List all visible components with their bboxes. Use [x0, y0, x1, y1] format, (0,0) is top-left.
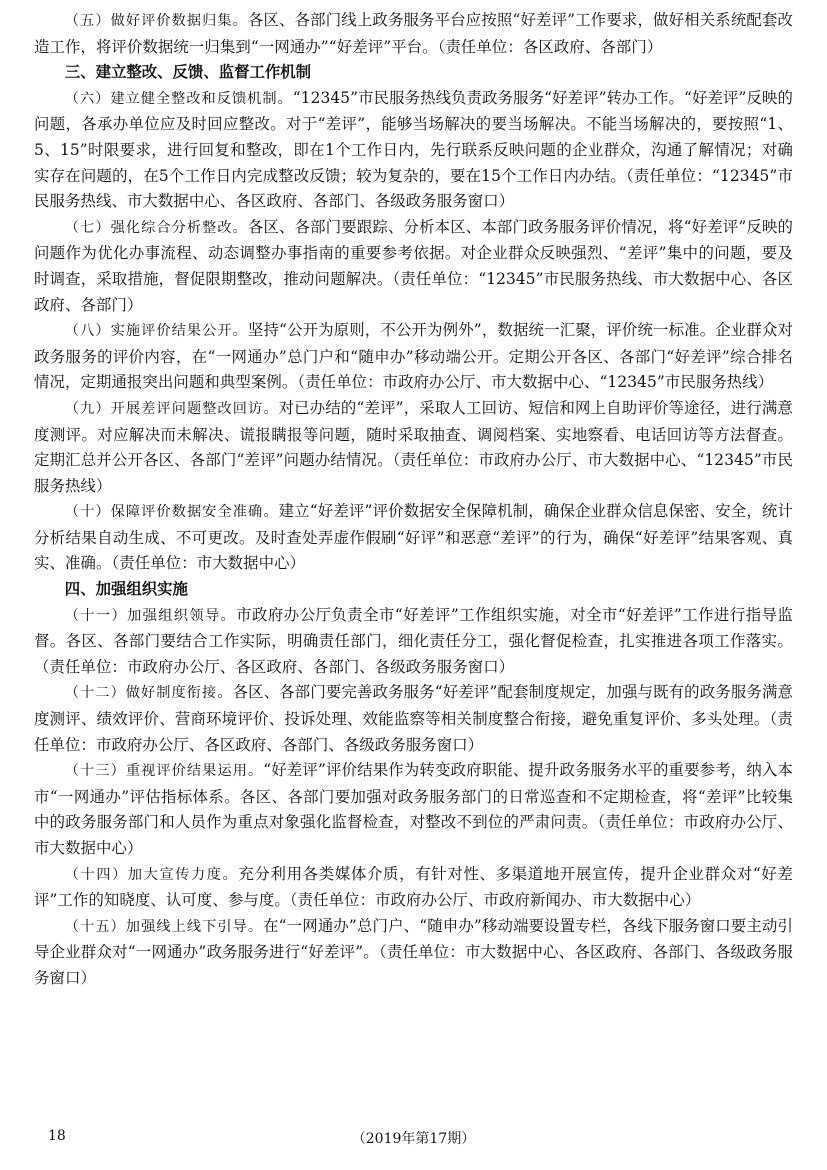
paragraph-13: [34, 758, 793, 861]
paragraph-8-body: 坚持“公开为原则，不公开为例外”，数据统一汇聚，评价统一标准。企业群众对政务服务的评价内容，在“一网通办”总门户和“随申办”移动端公开。定期公开各区、各部门“好差评”综合排名情况，定期通报突出问题和典型案例。（责任单位：市政府办公厅、市大数据中心、“12345”市民服务热线）: [34, 321, 793, 392]
paragraph-13-body: “好差评”评价结果作为转变政府职能、提升政务服务水平的重要参考，纳入本市“一网通办”评估指标体系。各区、各部门要加强对政务服务部门的日常巡查和不定期检查，将“差评”比较集中的政务服务部门和人员作为重点对象强化监督检查，对整改不到位的严肃问责。（责任单位：市政府办公厅、市大数据中心）: [34, 761, 793, 857]
paragraph-5: [34, 8, 793, 60]
paragraph-12: [34, 680, 793, 758]
paragraph-15-lead: （十五）加强线上线下引导。: [64, 918, 264, 935]
paragraph-8-lead: （八）实施评价结果公开。: [64, 323, 248, 340]
paragraph-11-body: 市政府办公厅负责全市“好差评”工作组织实施，对全市“好差评”工作进行指导监督。各区、各部门要结合工作实际，明确责任部门，细化责任分工，强化督促检查，扎实推进各项工作落实。（责任单位：市政府办公厅、各区政府、各部门、各级政务服务窗口）: [34, 605, 793, 676]
paragraph-5-lead: （五）做好评价数据归集。: [64, 13, 248, 29]
paragraph-9: [34, 396, 793, 499]
paragraph-11-lead: （十一）加强组织领导。: [64, 607, 237, 624]
paragraph-6: [34, 86, 793, 215]
paragraph-10-body: 建立“好差评”评价数据安全保障机制，确保企业群众信息保密、安全，统计分析结果自动生成、不可更改。及时查处弄虚作假刷“好评”和恶意“差评”的行为，确保“好差评”结果客观、真实、准确。（责任单位：市大数据中心）: [34, 502, 793, 573]
document-body: [34, 8, 793, 992]
paragraph-10: [34, 499, 793, 577]
paragraph-9-body: 对已办结的“差评”，采取人工回访、短信和网上自助评价等途径，进行满意度测评。对应解决而未解决、谎报瞒报等问题，随时采取抽查、调阅档案、实地察看、电话回访等方法督查。定期汇总并公开各区、各部门“差评”问题办结情况。（责任单位：市政府办公厅、市大数据中心、“12345”市民服务热线）: [34, 398, 793, 495]
paragraph-9-lead: （九）开展差评问题整改回访。: [64, 400, 279, 417]
section-heading-3: 三、建立整改、反馈、监督工作机制: [64, 63, 312, 82]
paragraph-10-lead: （十）保障评价数据安全准确。: [64, 504, 279, 521]
paragraph-7-lead: （七）强化综合分析整改。: [64, 219, 248, 236]
paragraph-5-body: 各区、各部门线上政务服务平台应按照“好差评”工作要求，做好相关系统配套改造工作，将评价数据统一归集到“一网通办”“好差评”平台。（责任单位：各区政府、各部门）: [34, 11, 793, 56]
paragraph-12-body: 各区、各部门要完善政务服务“好差评”配套制度规定，加强与既有的政务服务满意度测评、绩效评价、营商环境评价、投诉处理、效能监察等相关制度整合衔接，避免重复评价、多头处理。（责任单位：市政府办公厅、各区政府、各部门、各级政务服务窗口）: [34, 683, 793, 754]
page-number: 18: [48, 1128, 66, 1144]
paragraph-7-body: 各区、各部门要跟踪、分析本区、本部门政务服务评价情况，将“好差评”反映的问题作为优化办事流程、动态调整办事指南的重要参考依据。对企业群众反映强烈、“差评”集中的问题，要及时调查，采取措施，督促限期整改，推动问题解决。（责任单位：“12345”市民服务热线、市大数据中心、各区政府、各部门）: [34, 217, 793, 314]
paragraph-15-body: 在“一网通办”总门户、“随申办”移动端要设置专栏，各线下服务窗口要主动引导企业群众对“一网通办”政务服务进行“好差评”。（责任单位：市大数据中心、各区政府、各部门、各级政务服务窗口）: [34, 916, 793, 987]
section-heading-4: 四、加强组织实施: [64, 580, 188, 599]
page-footer: [0, 1128, 827, 1152]
paragraph-14-body: 充分利用各类媒体介质，有针对性、多渠道地开展宣传，提升企业群众对“好差评”工作的知晓度、认可度、参与度。（责任单位：市政府办公厅、市政府新闻办、市大数据中心）: [34, 864, 793, 910]
paragraph-8: [34, 318, 793, 396]
paragraph-6-lead: （六）建立健全整改和反馈机制。: [64, 90, 293, 107]
paragraph-11: [34, 603, 793, 681]
paragraph-13-lead: （十三）重视评价结果运用。: [64, 763, 264, 780]
paragraph-7: [34, 215, 793, 318]
paragraph-15: [34, 914, 793, 992]
paragraph-14-lead: （十四）加大宣传力度。: [64, 866, 239, 883]
paragraph-14: [34, 862, 793, 914]
paragraph-6-body: “12345”市民服务热线负责政务服务“好差评”转办工作。“好差评”反映的问题，各承办单位应及时回应整改。对于“差评”，能够当场解决的要当场解决。不能当场解决的，要按照“1、5、15”时限要求，进行回复和整改，即在1个工作日内，先行联系反映问题的企业群众，沟通了解情况；对确实存在问题的，在5个工作日内完成整改反馈；较为复杂的，要在15个工作日内办结。（责任单位：“12345”市民服务热线、市大数据中心、各区政府、各部门、各级政务服务窗口）: [34, 88, 793, 211]
issue-label: （2019年第17期）: [351, 1131, 476, 1147]
paragraph-12-lead: （十二）做好制度衔接。: [64, 685, 233, 702]
